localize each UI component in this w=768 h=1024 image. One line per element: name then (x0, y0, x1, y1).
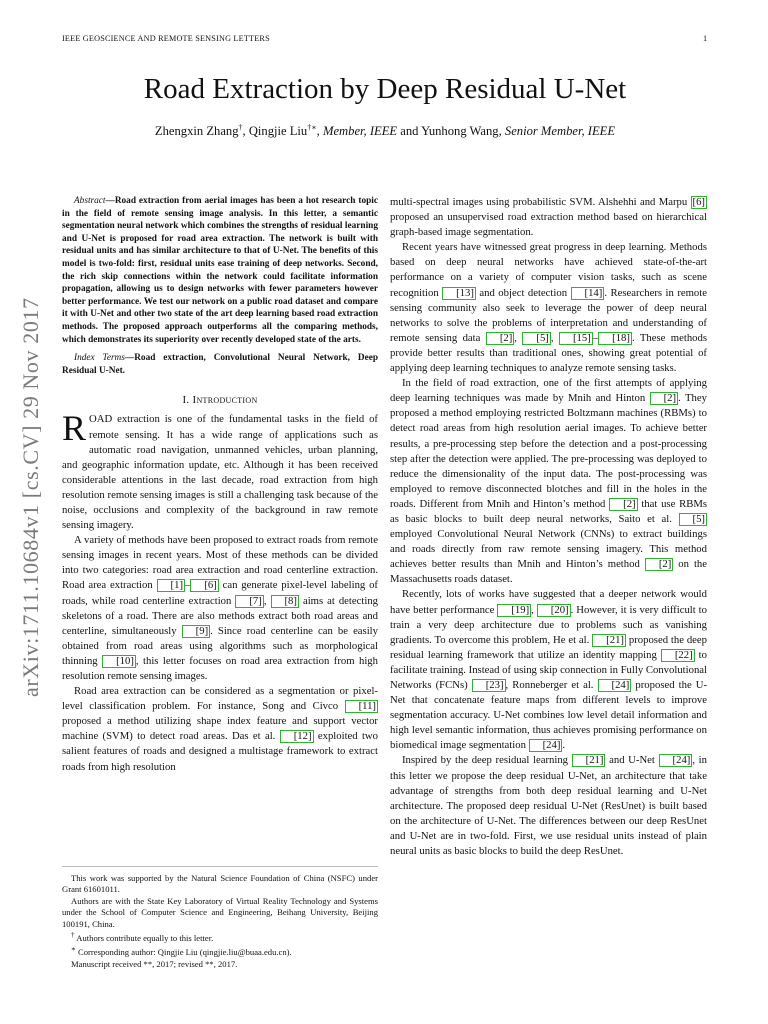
running-head: IEEE GEOSCIENCE AND REMOTE SENSING LETTERS (62, 34, 270, 43)
citation-link[interactable]: [14] (571, 287, 605, 300)
paragraph-text: Recently, lots of works have suggested that a deeper network would have better performance (390, 588, 707, 616)
paragraph-text: exploited two salient features of roads and designed a multistage framework to extract roads from high resolution (62, 730, 378, 773)
section-heading (62, 393, 378, 408)
paragraph-text: proposed an unsupervised road extraction method based on hierarchical graph-based image segmentation. (390, 211, 707, 239)
author-mark: † (238, 123, 243, 132)
footnote (62, 944, 378, 958)
page-number: 1 (703, 34, 708, 43)
citation-link[interactable]: [24] (529, 739, 563, 752)
paragraph-text: . Since road centerline can be easily obtained from road areas using algorithms such as morphological thinning (62, 624, 378, 667)
paragraph-text: . Researchers in remote sensing community also seek to leverage the power of deep neural networks to solve the problems of interpretation and understanding of remote sensing data (390, 286, 707, 344)
paragraph-text: Recent years have witnessed great progress in deep learning. Methods based on deep neural networks have achieved state-of-the-art performance on a variety of computer vision tasks, such as scene recognition (390, 241, 707, 299)
paragraph-text: Road area extraction can be considered as a segmentation or pixel-level classification problem. For instance, Song and Civco (62, 685, 378, 713)
intro-paragraph (62, 684, 378, 775)
footnote-text: Authors contribute equally to this letter. (74, 932, 214, 943)
citation-link[interactable]: [10] (102, 655, 136, 668)
citation-link[interactable]: [13] (442, 287, 476, 300)
paragraph-text: and U-Net (605, 754, 659, 767)
citation-link[interactable]: [23] (472, 679, 506, 692)
body-paragraph (390, 753, 707, 859)
right-column (390, 195, 707, 859)
paragraph-text: Inspired by the deep residual learning (402, 754, 572, 767)
left-column (62, 195, 378, 775)
author-mark: †∗ (307, 123, 317, 132)
citation-link[interactable]: [20] (537, 604, 571, 617)
citation-link[interactable]: [18] (598, 332, 632, 345)
paragraph-text: that use RBMs as basic blocks to built deep neural networks, Saito et al. (390, 497, 707, 525)
author-name: Zhengxin Zhang (154, 124, 239, 139)
paragraph-text: , (531, 603, 537, 616)
abstract: Abstract—Road extraction from aerial images has been a hot research topic in the field of remote sensing image analysis. In this letter, a semantic segmentation neural network which combines the strengths of residual learning and U-Net is proposed for road area extraction. The network is built with residual units and has similar architecture to that of U-Net. The benefits of this model is two-fold: first, residual units ease training of deep networks. Second, the rich skip connections within the network could facilitate information propagation, allowing us to design networks with fewer parameters however better performance. We test our network on a public road dataset and compare it with U-Net and other two state of the art deep learning based road extraction methods. The proposed approach outperforms all the comparing methods, which demonstrates its superiority over recently developed state of the arts. (62, 196, 378, 345)
citation-link[interactable]: [6] (692, 196, 705, 208)
section-title: Introduction (192, 394, 258, 407)
index-terms-text: Road extraction, Convolutional Neural Network, Deep Residual U-Net. (62, 353, 378, 376)
citation-link[interactable]: [24] (659, 754, 693, 767)
paragraph-text: can generate pixel-level labeling of roads, while road centerline extraction (62, 579, 378, 607)
footnote-mark: † (71, 931, 75, 940)
citation-link[interactable]: [22] (661, 649, 695, 662)
author-name: Qingjie Liu (248, 124, 308, 139)
footnote-rule (62, 866, 378, 867)
citation-link[interactable]: [2] (650, 392, 678, 405)
paragraph-text: , (263, 594, 271, 607)
author-conjunction: and (400, 124, 419, 139)
citation-link[interactable]: [2] (609, 498, 637, 511)
body-paragraph (390, 587, 707, 753)
paragraph-text: . (562, 739, 566, 752)
footnote-mark: ∗ (71, 945, 76, 954)
body-paragraph (390, 376, 707, 587)
author-name: Yunhong Wang (421, 124, 499, 139)
paragraph-text: proposed the U-Net that concatenate feature maps from different levels to improve segmentation accuracy. U-Net combines low level detail information and high level semantic information, thus achieves promising performance on biomedical image segmentation (390, 679, 708, 752)
paragraph-text: . However, it is very difficult to train a very deep architecture due to problems such as vanishing gradients. To overcome this problem, He et al. (390, 603, 707, 646)
paragraph-text: proposed a method utilizing shape index feature and support vector machine (SVM) to detect road areas. Das et al. (62, 715, 378, 743)
index-terms: Index Terms—Road extraction, Convolutional Neural Network, Deep Residual U-Net. (62, 353, 378, 376)
drop-cap: R (62, 408, 87, 449)
citation-link[interactable]: [12] (280, 730, 314, 743)
paragraph-text: – (185, 579, 191, 592)
paragraph-text: multi-spectral images using probabilistic SVM. Alshehhi and Marpu (390, 196, 691, 208)
author-role: Member, IEEE (322, 124, 398, 139)
footnote: This work was supported by the Natural Science Foundation of China (NSFC) under Grant 61601011. (62, 873, 378, 895)
paragraph-text: , (514, 331, 523, 344)
footnote (62, 930, 378, 944)
paragraph-text: and object detection (475, 286, 571, 299)
citation-link[interactable]: [21] (592, 634, 626, 647)
paragraph-text: , Ronneberger et al. (505, 679, 598, 691)
citation-link[interactable]: [15] (559, 332, 593, 345)
citation-link[interactable]: [9] (182, 625, 210, 638)
citation-link[interactable]: [5] (679, 513, 707, 526)
intro-paragraph (62, 408, 378, 533)
citation-link[interactable]: [11] (345, 700, 378, 713)
paragraph-text: extraction is one of the fundamental tasks in the field of remote sensing. It has a wide range of applications such as automatic road navigation, unmanned vehicles, urban planning, and geographic information update, etc. Although it has been received considerable attentions in the last decade, road extraction from high resolution remote sensing images is still a challenging task because of the noise, occlusions and complexity of the background in raw remote sensing imagery. (62, 413, 378, 532)
paragraph-text: proposed the deep residual learning framework that utilize an identity mapping (390, 633, 708, 661)
paragraph-text: , (550, 331, 559, 344)
paragraph-text: . They proposed a method employing restricted Boltzmann machines (RBMs) to detect road areas from high resolution aerial images. To achieve better results, a pre-processing step before the detection and a post-processing step after the detection were applied. The pre-processing was deployed to reduce the dimensionality of the input data. The post-processing was employed to remove disconnected blotches and fill in the holes in the roads. Different from Mnih and Hinton’s method (390, 392, 707, 510)
author-line: Zhengxin Zhang†, Qingjie Liu†∗, Member, IEEE and Yunhong Wang, Senior Member, IEEE (154, 123, 616, 139)
index-terms-lead: Index Terms (74, 353, 125, 364)
paragraph-text: to facilitate training. Instead of using skip connection in Fully Convolutional Networks (FCNs) (390, 648, 708, 691)
citation-link[interactable]: [7] (235, 595, 263, 608)
footnotes (62, 873, 378, 970)
arxiv-stamp: arXiv:1711.10684v1 [cs.CV] 29 Nov 2017 (18, 297, 43, 697)
paragraph-text: A variety of methods have been proposed to extract roads from remote sensing images in recent years. Most of these methods can be divided into two categories: road area extraction and road centerline extraction. Road area extraction (62, 534, 378, 592)
citation-link[interactable]: [6] (190, 579, 218, 592)
body-paragraph (390, 195, 707, 240)
small-caps-word: OAD (89, 413, 113, 426)
paragraph-text: aims at detecting skeletons of a road. There are also methods extract both road areas and centerline, simultaneously (62, 594, 379, 637)
abstract-lead: Abstract (74, 196, 106, 206)
citation-link[interactable]: [24] (598, 679, 632, 692)
footnote: Manuscript received **, 2017; revised **, 2017. (71, 958, 238, 969)
citation-link[interactable]: [2] (486, 332, 514, 345)
citation-link[interactable]: [1] (157, 579, 185, 592)
section-numeral: I. (182, 394, 190, 407)
author-role: Senior Member, IEEE (504, 124, 616, 139)
paragraph-text: on the Massachusetts roads dataset. (390, 558, 708, 586)
intro-paragraph (62, 533, 378, 684)
citation-link[interactable]: [8] (271, 595, 299, 608)
paragraph-text: employed Convolutional Neural Network (CNNs) to extract buildings and roads directly from raw remote sensing imagery. This method achieves better results than Mnih and Hinton’s method (390, 528, 707, 571)
paragraph-text: . These methods provide better results than traditional ones, showing great potential of applying deep learning techniques to analyze remote sensing tasks. (390, 331, 708, 375)
footnote-text: Corresponding author: Qingjie Liu (qingjie.liu@buaa.edu.cn). (75, 947, 292, 958)
abstract-text: Road extraction from aerial images has been a hot research topic in the field of remote sensing image analysis. In this letter, a semantic segmentation neural network which combines the strengths of residual learning and U-Net is proposed for road area extraction. The network is built with residual units and has similar architecture to that of U-Net. The benefits of this model is two-fold: first, residual units ease training of deep networks. Second, the rich skip connections within the network could facilitate information propagation, allowing us to design networks with fewer parameters however better performance. We test our network on a public road dataset and compare it with U-Net and other two state of the art deep learning based road extraction methods. The proposed approach outperforms all the comparing methods, which demonstrates its superiority over recently developed state of the arts. (62, 196, 378, 345)
paragraph-text: In the field of road extraction, one of the first attempts of applying deep learning techniques was made by Mnih and Hinton (390, 377, 707, 405)
paragraph-text: – (592, 331, 599, 344)
body-paragraph (390, 240, 707, 376)
citation-link[interactable]: [5] (522, 332, 550, 345)
citation-link[interactable]: [19] (497, 604, 531, 617)
paragraph-text: , in this letter we propose the deep residual U-Net, an architecture that take advantage of strengths from both deep residual learning and U-Net architecture. The proposed deep residual U-Net (ResUnet) is built based on the architecture of U-Net. The differences between our deep ResUnet and U-Net are in two-fold. First, we use residual units instead of plain neural units as basic blocks to build the deep ResUnet. (390, 754, 707, 858)
paragraph-text: , this letter focuses on road area extraction from high resolution remote sensing images. (62, 654, 378, 682)
paper-title: Road Extraction by Deep Residual U-Net (143, 73, 627, 105)
footnote: Authors are with the State Key Laboratory of Virtual Reality Technology and Systems under the School of Computer Science and Engineering, Beihang University, Beijing 100191, China. (62, 895, 378, 929)
citation-link[interactable]: [21] (572, 754, 606, 767)
citation-link[interactable]: [2] (645, 558, 673, 571)
